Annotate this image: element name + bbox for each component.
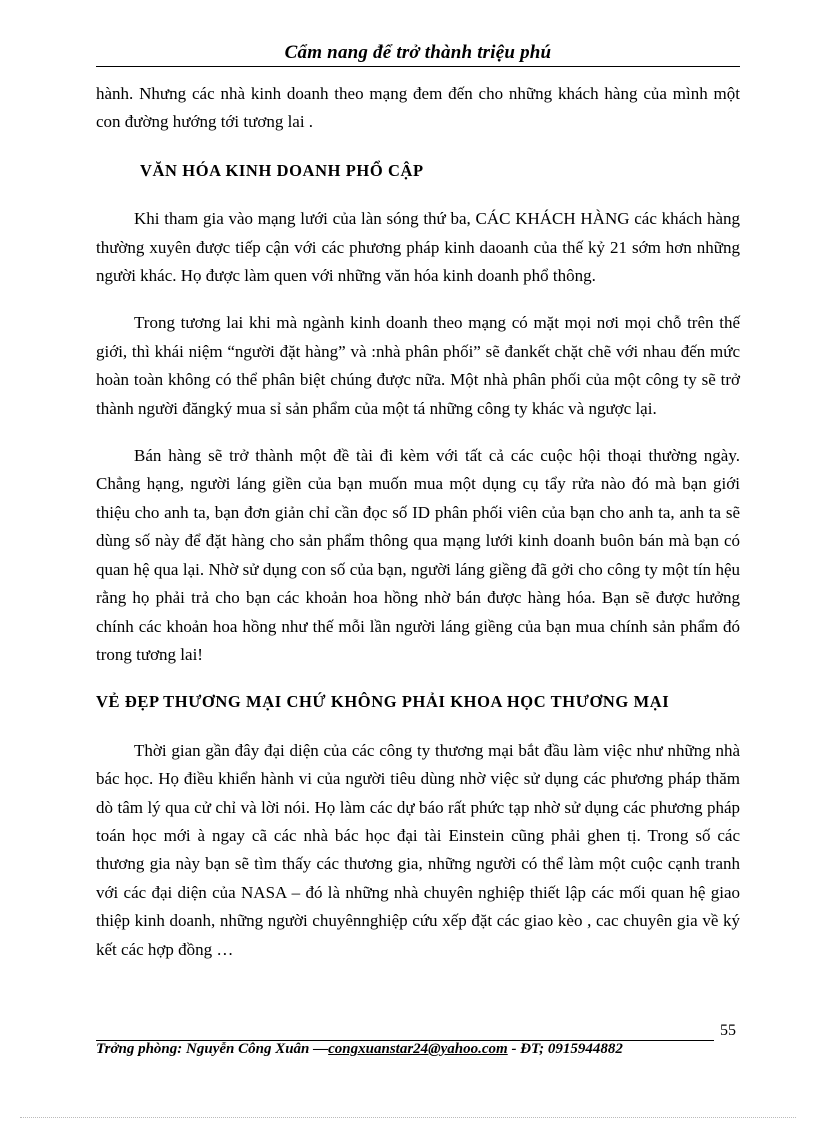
page-bottom-border — [20, 1117, 796, 1118]
intro-paragraph: hành. Nhưng các nhà kinh doanh theo mạng đem đến cho những khách hàng của mình một con đường hướng tới tương lai . — [96, 84, 740, 132]
page-header-title: Cẩm nang để trở thành triệu phú — [96, 42, 740, 67]
footer-contact — [96, 1041, 623, 1058]
paragraph-1: Khi tham gia vào mạng lưới của làn sóng thứ ba, CÁC KHÁCH HÀNG các khách hàng thường xuyên được tiếp cận với các phương pháp kinh daoanh của thế kỷ 21 sớm hơn những người khác. Họ được làm quen với những văn hóa kinh doanh phổ thông. — [96, 209, 740, 286]
paragraph-3: Bán hàng sẽ trở thành một đề tài đi kèm với tất cả các cuộc hội thoại thường ngày. Chẳng hạng, người láng giền của bạn muốn mua một dụng cụ tẩy rửa nào đó mà bạn giới thiệu cho anh ta, bạn đơn giản chỉ cần đọc số ID phân phối viên của bạn cho anh ta, anh ta sẽ dùng số này để đặt hàng cho sản phẩm thông qua mạng lưới kinh doanh buôn bán mà bạn có quan hệ qua lại. Nhờ sử dụng con số của bạn, người láng giềng đã gởi cho công ty một tín hệu rằng họ phải trả cho bạn các khoản hoa hồng nhờ bán được hàng hóa. Bạn sẽ được hưởng chính các khoản hoa hồng như thế mỗi lần người láng giềng của bạn mua chính sản phẩm đó trong tương lai! — [96, 446, 740, 664]
section-heading-ve-dep: VẺ ĐẸP THƯƠNG MẠI CHỨ KHÔNG PHẢI KHOA HỌC THƯƠNG MẠI — [96, 692, 670, 712]
footer-email-link[interactable]: congxuanstar24@yahoo.com — [328, 1041, 508, 1057]
footer-author: Trởng phòng: Nguyễn Công Xuân — — [96, 1041, 329, 1057]
paragraph-4: Thời gian gần đây đại diện của các công ty thương mại bắt đầu làm việc như những nhà bác học. Họ điều khiển hành vi của người tiêu dùng nhờ việc sử dụng các phương pháp thăm dò tâm lý qua cử chỉ và lời nói. Họ làm các dự báo rất phức tạp nhờ sử dụng các phương pháp toán học mới à ngay cã các nhà bác học đại tài Einstein cũng phải ghen tị. Trong số các thương gia này bạn sẽ tìm thấy các thương gia, những người có thể làm một cuộc cạnh tranh với các đại diện của NASA – đó là những nhà chuyên nghiệp thiết lập các mối quan hệ giao thiệp kinh doanh, những người chuyênnghiệp cứu xếp đặt các giao kèo , cac chuyên gia về ký kết các hợp đồng … — [96, 740, 740, 959]
page-number: 55 — [720, 1022, 736, 1039]
section-heading-van-hoa: VĂN HÓA KINH DOANH PHỔ CẬP — [140, 160, 424, 180]
document-body — [96, 80, 740, 983]
footer-phone: - ĐT; 0915944882 — [507, 1041, 623, 1057]
paragraph-2: Trong tương lai khi mà ngành kinh doanh theo mạng có mặt mọi nơi mọi chỗ trên thế giới, thì khái niệm “người đặt hàng” và :nhà phân phối” sẽ đankết chặt chẽ với nhau đến mức hoàn toàn không có thể phân biệt chúng được nữa. Một nhà phân phối của một công ty sẽ trở thành người đăngký mua sỉ sản phẩm của một tá những công ty khác và ngược lại. — [96, 313, 740, 418]
